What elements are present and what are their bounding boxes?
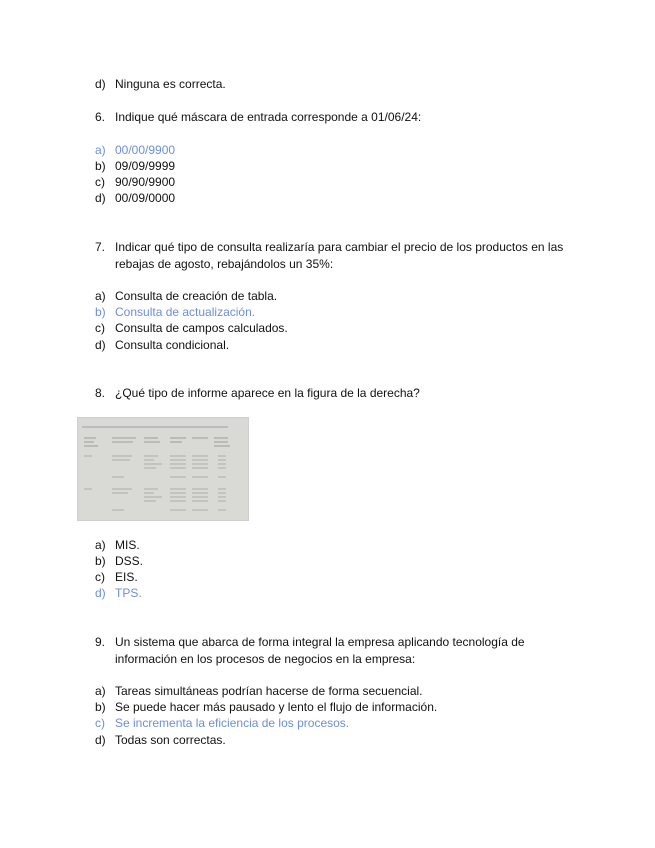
question-text: ¿Qué tipo de informe aparece en la figura de la derecha?	[115, 386, 420, 400]
option-letter: b)	[95, 554, 106, 568]
option-text: Se incrementa la eficiencia de los procesos.	[115, 716, 350, 730]
option-letter: c)	[95, 716, 105, 730]
option-text: 09/09/9999	[115, 159, 176, 173]
option-text: Ninguna es correcta.	[115, 77, 226, 91]
option-letter: c)	[95, 321, 105, 335]
option-letter: d)	[95, 586, 106, 600]
option-letter: a)	[95, 289, 106, 303]
option-text: Tareas simultáneas podrían hacerse de forma secuencial.	[115, 684, 423, 698]
option-text: DSS.	[115, 554, 144, 568]
question-text-line1: Indicar qué tipo de consulta realizaría para cambiar el precio de los productos en las	[115, 240, 564, 254]
option-text: Consulta de campos calculados.	[115, 321, 288, 335]
question-text: Indique qué máscara de entrada corresponde a 01/06/24:	[115, 110, 422, 124]
question-number: 9.	[95, 635, 106, 649]
option-text: Se puede hacer más pausado y lento el flujo de información.	[115, 700, 438, 714]
option-letter: a)	[95, 143, 106, 157]
option-letter: d)	[95, 77, 106, 91]
question-text-line1: Un sistema que abarca de forma integral la empresa aplicando tecnología de	[115, 635, 525, 649]
option-text: TPS.	[115, 586, 142, 600]
option-text: Todas son correctas.	[115, 733, 226, 747]
option-text: EIS.	[115, 570, 138, 584]
option-letter: c)	[95, 175, 105, 189]
report-figure-image	[77, 417, 249, 521]
option-text: 00/09/0000	[115, 191, 176, 205]
question-number: 6.	[95, 110, 106, 124]
question-number: 7.	[95, 240, 106, 254]
option-letter: b)	[95, 159, 106, 173]
option-letter: d)	[95, 191, 106, 205]
question-text-line2: información en los procesos de negocios en la empresa:	[115, 652, 416, 666]
option-text: Consulta de creación de tabla.	[115, 289, 278, 303]
question-text-line2: rebajas de agosto, rebajándolos un 35%:	[115, 257, 334, 271]
option-letter: c)	[95, 570, 105, 584]
option-text: Consulta de actualización.	[115, 305, 256, 319]
option-letter: a)	[95, 684, 106, 698]
option-text: MIS.	[115, 538, 140, 552]
option-text: 90/90/9900	[115, 175, 176, 189]
option-text: Consulta condicional.	[115, 338, 230, 352]
option-letter: a)	[95, 538, 106, 552]
option-text: 00/00/9900	[115, 143, 176, 157]
option-letter: d)	[95, 733, 106, 747]
report-table-scan	[78, 418, 248, 520]
option-letter: b)	[95, 305, 106, 319]
option-letter: b)	[95, 700, 106, 714]
option-letter: d)	[95, 338, 106, 352]
question-number: 8.	[95, 386, 106, 400]
